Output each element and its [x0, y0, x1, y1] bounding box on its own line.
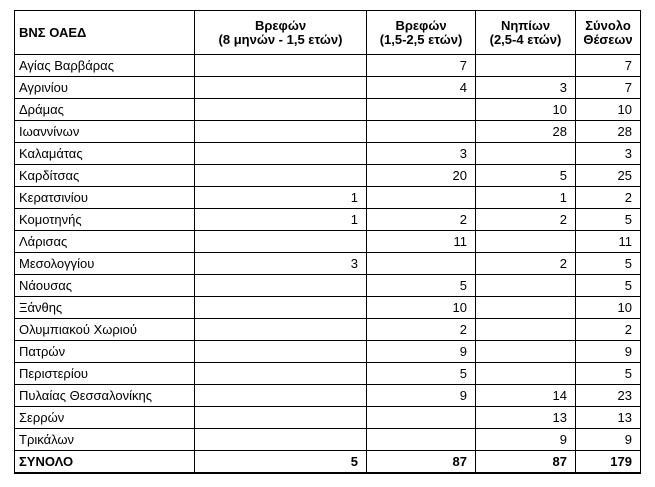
station-name: Ολυμπιακού Χωριού: [15, 319, 195, 341]
nursery-cell: 10: [476, 99, 576, 121]
station-name: Κερατσινίου: [15, 187, 195, 209]
infants-cell: [195, 99, 367, 121]
nursery-cell: [476, 341, 576, 363]
nursery-cell: [476, 319, 576, 341]
table-row: [15, 187, 641, 209]
toddlers-cell: 9: [367, 385, 476, 407]
total-cell: 13: [576, 407, 641, 429]
table-row: [15, 363, 641, 385]
nursery-cell: 13: [476, 407, 576, 429]
total-cell: 11: [576, 231, 641, 253]
station-name: Κομοτηνής: [15, 209, 195, 231]
header-station: ΒΝΣ ΟΑΕΔ: [15, 11, 195, 55]
station-name: Νάουσας: [15, 275, 195, 297]
nursery-cell: [476, 143, 576, 165]
toddlers-cell: [367, 187, 476, 209]
nursery-cell: 28: [476, 121, 576, 143]
toddlers-cell: [367, 429, 476, 451]
station-name: Ιωαννίνων: [15, 121, 195, 143]
toddlers-cell: [367, 253, 476, 275]
infants-cell: [195, 121, 367, 143]
header-toddlers: Βρεφών (1,5-2,5 ετών): [367, 11, 476, 55]
station-name: Καρδίτσας: [15, 165, 195, 187]
total-cell: 9: [576, 429, 641, 451]
total-cell: 7: [576, 55, 641, 77]
toddlers-cell: 5: [367, 363, 476, 385]
total-cell: 28: [576, 121, 641, 143]
total-places: 179: [576, 451, 641, 474]
nursery-cell: [476, 363, 576, 385]
table-row: [15, 77, 641, 99]
infants-cell: [195, 55, 367, 77]
total-cell: 5: [576, 275, 641, 297]
station-name: Πυλαίας Θεσσαλονίκης: [15, 385, 195, 407]
infants-cell: 1: [195, 187, 367, 209]
table-row: [15, 429, 641, 451]
table-row: [15, 253, 641, 275]
total-label: ΣΥΝΟΛΟ: [15, 451, 195, 474]
total-cell: 9: [576, 341, 641, 363]
table-row: [15, 319, 641, 341]
infants-cell: [195, 143, 367, 165]
station-name: Αγρινίου: [15, 77, 195, 99]
total-cell: 3: [576, 143, 641, 165]
nursery-cell: 1: [476, 187, 576, 209]
table-row: [15, 121, 641, 143]
station-name: Ξάνθης: [15, 297, 195, 319]
table-row: [15, 407, 641, 429]
toddlers-cell: 9: [367, 341, 476, 363]
infants-cell: [195, 429, 367, 451]
total-cell: 5: [576, 209, 641, 231]
infants-cell: [195, 385, 367, 407]
infants-cell: [195, 319, 367, 341]
station-name: Λάρισας: [15, 231, 195, 253]
total-cell: 23: [576, 385, 641, 407]
toddlers-cell: 20: [367, 165, 476, 187]
toddlers-cell: 4: [367, 77, 476, 99]
toddlers-cell: [367, 407, 476, 429]
infants-cell: 3: [195, 253, 367, 275]
table-row: [15, 209, 641, 231]
nursery-cell: 9: [476, 429, 576, 451]
station-name: Καλαμάτας: [15, 143, 195, 165]
places-table: [14, 10, 641, 474]
total-cell: 5: [576, 253, 641, 275]
table-row: [15, 275, 641, 297]
station-name: Πατρών: [15, 341, 195, 363]
total-cell: 25: [576, 165, 641, 187]
table-row: [15, 231, 641, 253]
toddlers-cell: 11: [367, 231, 476, 253]
nursery-cell: 2: [476, 253, 576, 275]
table-row: [15, 297, 641, 319]
nursery-cell: [476, 297, 576, 319]
nursery-cell: 14: [476, 385, 576, 407]
infants-cell: [195, 165, 367, 187]
station-name: Περιστερίου: [15, 363, 195, 385]
total-cell: 2: [576, 187, 641, 209]
nursery-cell: 5: [476, 165, 576, 187]
station-name: Δράμας: [15, 99, 195, 121]
table-row: [15, 341, 641, 363]
nursery-cell: [476, 275, 576, 297]
nursery-cell: 3: [476, 77, 576, 99]
infants-cell: [195, 407, 367, 429]
infants-cell: [195, 297, 367, 319]
toddlers-cell: [367, 99, 476, 121]
toddlers-cell: 7: [367, 55, 476, 77]
total-cell: 2: [576, 319, 641, 341]
table-row: [15, 165, 641, 187]
table-row: [15, 55, 641, 77]
toddlers-cell: 5: [367, 275, 476, 297]
station-name: Αγίας Βαρβάρας: [15, 55, 195, 77]
infants-cell: [195, 231, 367, 253]
total-infants: 5: [195, 451, 367, 474]
toddlers-cell: 2: [367, 209, 476, 231]
total-toddlers: 87: [367, 451, 476, 474]
nursery-cell: 2: [476, 209, 576, 231]
infants-cell: [195, 77, 367, 99]
infants-cell: 1: [195, 209, 367, 231]
infants-cell: [195, 341, 367, 363]
nursery-cell: [476, 55, 576, 77]
table-row: [15, 99, 641, 121]
toddlers-cell: [367, 121, 476, 143]
table-row: [15, 143, 641, 165]
header-row: [15, 11, 641, 55]
total-cell: 5: [576, 363, 641, 385]
nursery-cell: [476, 231, 576, 253]
header-nursery: Νηπίων (2,5-4 ετών): [476, 11, 576, 55]
infants-cell: [195, 275, 367, 297]
total-cell: 7: [576, 77, 641, 99]
station-name: Σερρών: [15, 407, 195, 429]
infants-cell: [195, 363, 367, 385]
toddlers-cell: 2: [367, 319, 476, 341]
station-name: Μεσολογγίου: [15, 253, 195, 275]
station-name: Τρικάλων: [15, 429, 195, 451]
total-cell: 10: [576, 99, 641, 121]
toddlers-cell: 10: [367, 297, 476, 319]
table-row: [15, 385, 641, 407]
toddlers-cell: 3: [367, 143, 476, 165]
header-infants: Βρεφών (8 μηνών - 1,5 ετών): [195, 11, 367, 55]
header-total: Σύνολο Θέσεων: [576, 11, 641, 55]
total-row: [15, 451, 641, 474]
total-nursery: 87: [476, 451, 576, 474]
total-cell: 10: [576, 297, 641, 319]
